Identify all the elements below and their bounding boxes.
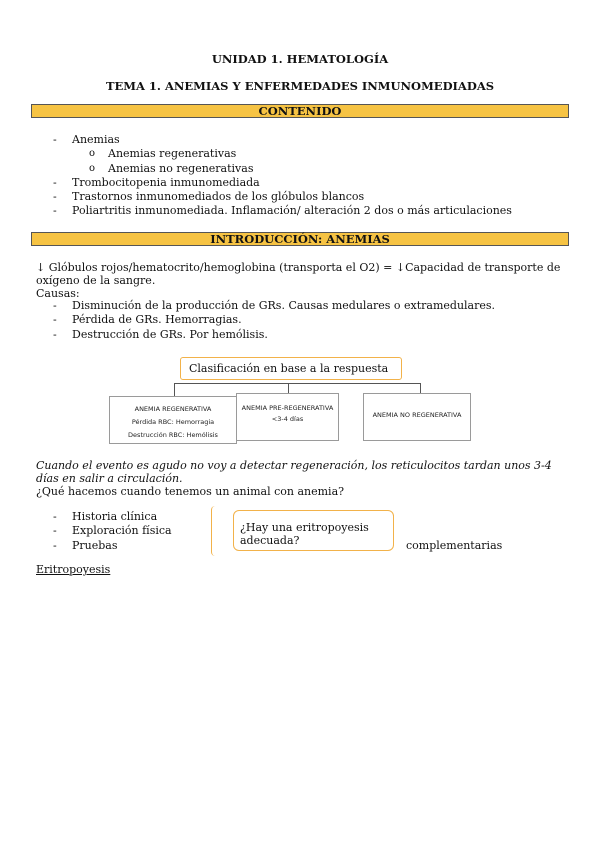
- connector-line: [174, 383, 175, 396]
- question-text: ¿Qué hacemos cuando tenemos un animal con anemia?: [36, 485, 345, 498]
- intro-paragraph: ↓ Glóbulos rojos/hematocrito/hemoglobina (transporta el O2) = ↓Capacidad de transporte de oxígeno de la sangre.: [36, 261, 561, 287]
- list-item: - Pruebas: [53, 538, 118, 552]
- box-title: ANEMIA NO REGENERATIVA: [372, 411, 462, 419]
- anemia-pre-regenerativa-box: [236, 393, 339, 441]
- list-item: - Trastornos inmunomediados de los glóbulos blancos: [53, 190, 365, 204]
- italic-note: Cuando el evento es agudo no voy a detectar regeneración, los reticulocitos tardan unos 3-4 días en salir a circulación.: [36, 459, 552, 485]
- causas-label: Causas:: [36, 287, 80, 300]
- unit-title: UNIDAD 1. HEMATOLOGÍA: [211, 52, 389, 66]
- list-item: - Exploración física: [53, 524, 172, 538]
- anemia-regenerativa-box: [109, 396, 237, 444]
- diagram-title: Clasificación en base a la respuesta: [180, 357, 402, 380]
- eritropoyesis-heading: Eritropoyesis: [36, 563, 111, 576]
- causas-list: [53, 299, 496, 342]
- list-item: o Anemias no regenerativas: [89, 161, 254, 175]
- list-item: - Destrucción de GRs. Por hemólisis.: [53, 327, 268, 341]
- steps-suffix: complementarias: [406, 539, 503, 552]
- box-line: <3-4 días: [271, 415, 304, 423]
- list-item: o Anemias regenerativas: [89, 147, 237, 161]
- contenido-heading-bar: CONTENIDO: [31, 104, 569, 118]
- intro-heading-bar: INTRODUCCIÓN: ANEMIAS: [31, 232, 569, 246]
- list-item: - Pérdida de GRs. Hemorragias.: [53, 313, 242, 327]
- bracket-mark: [211, 506, 217, 556]
- box-line: Destrucción RBC: Hemólisis: [128, 431, 218, 439]
- list-item: - Disminución de la producción de GRs. Causas medulares o extramedulares.: [53, 299, 496, 312]
- list-item: - Anemias: [53, 133, 120, 146]
- box-title: ANEMIA REGENERATIVA: [134, 405, 212, 413]
- anemia-no-regenerativa-box: [363, 393, 471, 441]
- list-item: - Trombocitopenia inmunomediada: [53, 175, 260, 189]
- list-item: - Poliartritis inmunomediada. Inflamación/ alteración 2 dos o más articulaciones: [53, 204, 512, 218]
- list-item: - Historia clínica: [53, 510, 158, 523]
- box-title: ANEMIA PRE-REGENERATIVA: [241, 404, 334, 412]
- box-line: Pérdida RBC: Hemorragia: [131, 418, 215, 426]
- steps-list: [53, 510, 172, 553]
- topic-title: TEMA 1. ANEMIAS Y ENFERMEDADES INMUNOMEDIADAS: [105, 79, 495, 93]
- side-note: ¿Hay una eritropoyesis adecuada?: [233, 510, 394, 551]
- connector-line: [174, 383, 420, 384]
- contenido-list: [53, 133, 512, 219]
